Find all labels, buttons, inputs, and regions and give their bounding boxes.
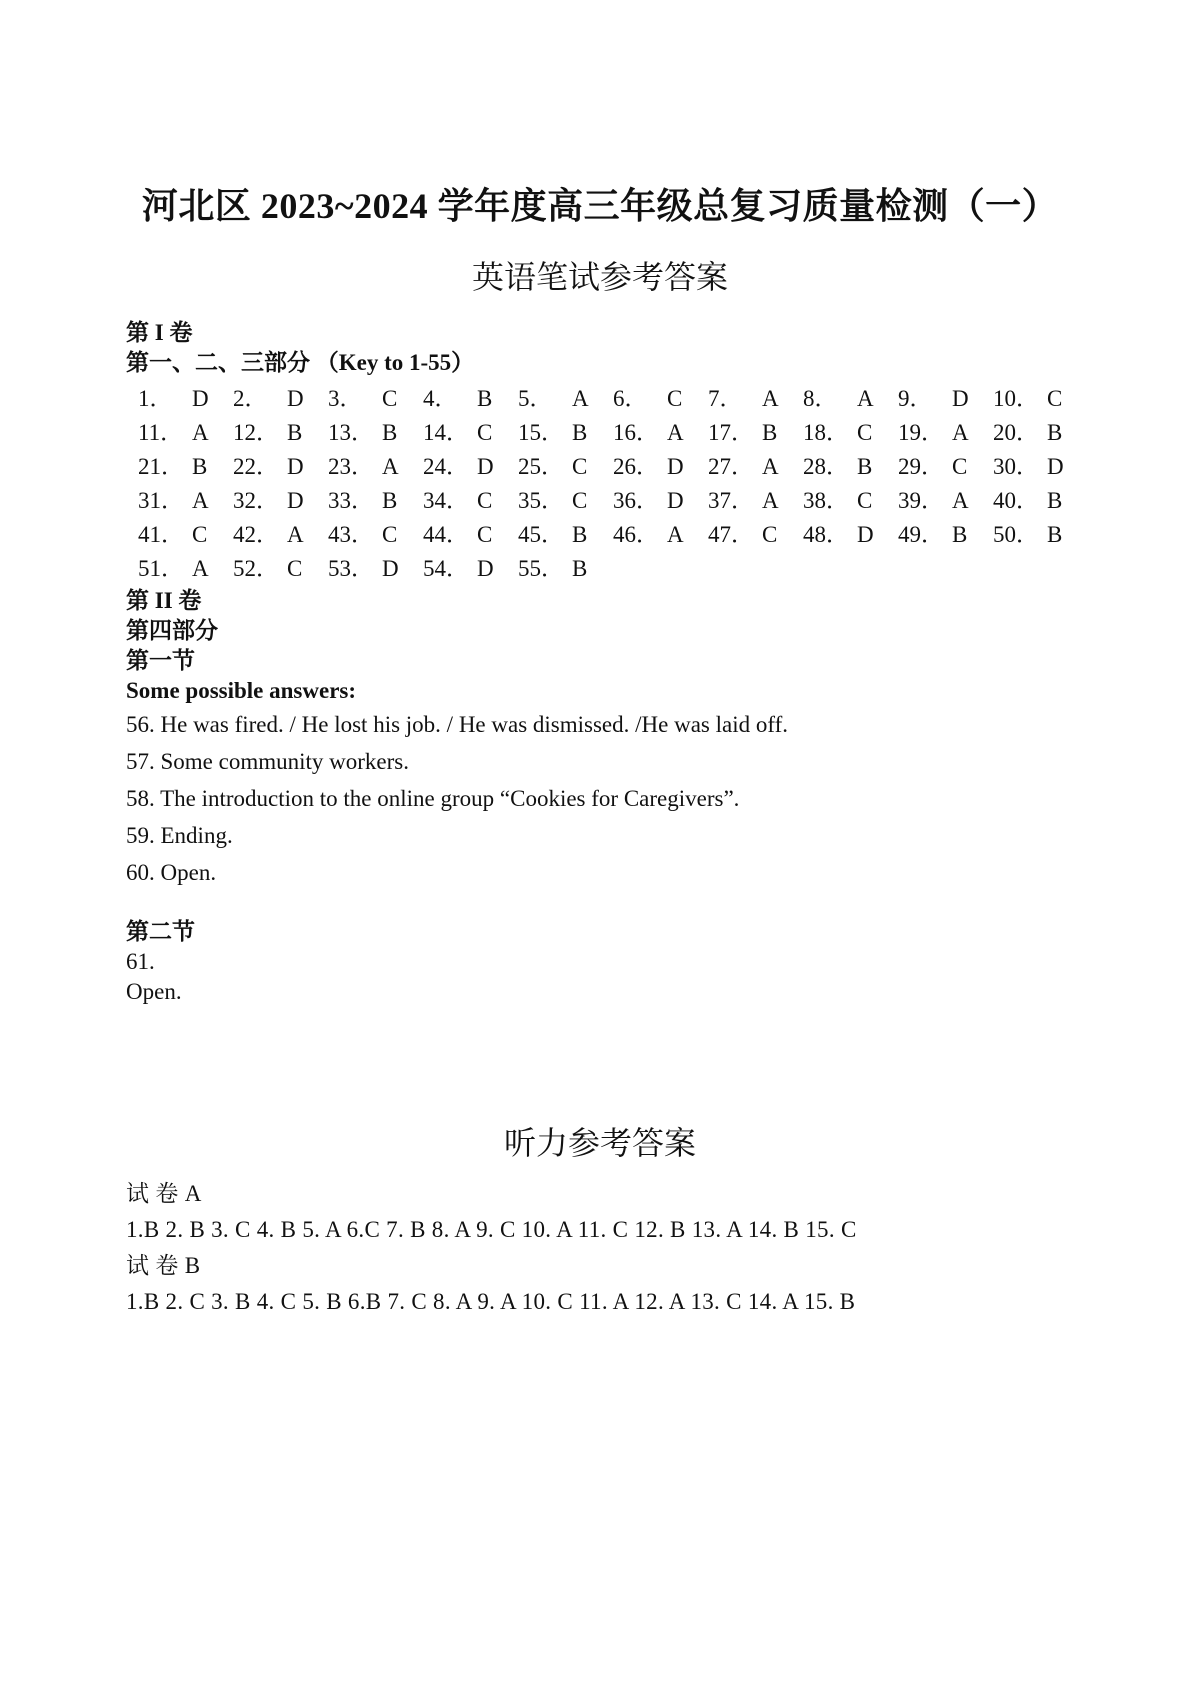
answer-letter: D [382, 556, 399, 581]
answer-key-item [506, 382, 601, 416]
answer-key-item [126, 518, 221, 552]
answer-key-item [791, 518, 886, 552]
answer-letter: B [477, 386, 493, 411]
answer-key-item [126, 450, 221, 484]
question-number: 32． [233, 488, 279, 513]
answer-letter: B [572, 420, 588, 445]
part123-heading: 第一、二、三部分 （Key to 1-55） [126, 350, 475, 375]
answer-key-item [316, 416, 411, 450]
answer-letter: B [1047, 420, 1063, 445]
answer-letter: D [667, 488, 684, 513]
question-number: 33． [328, 488, 374, 513]
question-number: 2． [233, 386, 268, 411]
answer-letter: C [287, 556, 303, 581]
question-number: 46． [613, 522, 659, 547]
question-number: 45． [518, 522, 564, 547]
answer-letter: B [192, 454, 208, 479]
question-number: 13． [328, 420, 374, 445]
answer-letter: B [1047, 522, 1063, 547]
volume2-heading: 第 II 卷 [126, 588, 202, 613]
question-number: 36． [613, 488, 659, 513]
q61-number: 61. [126, 949, 155, 974]
answer-letter: C [572, 454, 588, 479]
answer-key-item [981, 382, 1076, 416]
answer-letter: A [762, 386, 779, 411]
answer-letter: C [857, 488, 873, 513]
answer-key-item [126, 416, 221, 450]
answer-key-item [601, 484, 696, 518]
question-number: 19． [898, 420, 944, 445]
answer-key-item [411, 484, 506, 518]
answer-letter: C [952, 454, 968, 479]
answer-key-item [506, 416, 601, 450]
question-number: 52． [233, 556, 279, 581]
answer-key-item [886, 382, 981, 416]
answer-key-item [411, 450, 506, 484]
answer-letter: B [572, 522, 588, 547]
answer-letter: A [667, 522, 684, 547]
answer-letter: A [762, 488, 779, 513]
q61-answer: Open. [126, 979, 182, 1004]
answer-56: 56. He was fired. / He lost his job. / He was dismissed. /He was laid off. [126, 712, 789, 737]
answer-letter: A [382, 454, 399, 479]
answer-key-item [411, 518, 506, 552]
answer-key-item [316, 484, 411, 518]
question-number: 30． [993, 454, 1039, 479]
answer-letter: C [667, 386, 683, 411]
answer-key-item [221, 382, 316, 416]
question-number: 27． [708, 454, 754, 479]
question-number: 20． [993, 420, 1039, 445]
answer-key-item [696, 518, 791, 552]
answer-key-item [886, 484, 981, 518]
answer-key-item [791, 382, 886, 416]
question-number: 54． [423, 556, 469, 581]
question-number: 49． [898, 522, 944, 547]
answer-key-item [791, 416, 886, 450]
answer-letter: C [572, 488, 588, 513]
answer-key-item [696, 416, 791, 450]
answer-letter: C [477, 488, 493, 513]
question-number: 10． [993, 386, 1039, 411]
answer-key-item [316, 382, 411, 416]
listening-answers-section [126, 1176, 1076, 1320]
question-number: 14． [423, 420, 469, 445]
answer-letter: D [857, 522, 874, 547]
answer-letter: D [952, 386, 969, 411]
question-number: 37． [708, 488, 754, 513]
question-number: 50． [993, 522, 1039, 547]
answer-letter: D [287, 454, 304, 479]
answer-letter: A [952, 488, 969, 513]
question-number: 55． [518, 556, 564, 581]
answer-letter: B [382, 420, 398, 445]
question-number: 44． [423, 522, 469, 547]
answer-letter: C [192, 522, 208, 547]
paper-a-answers: 1.B 2. B 3. C 4. B 5. A 6.C 7. B 8. A 9. C 10. A 11. C 12. B 13. A 14. B 15. C [126, 1217, 857, 1242]
answer-letter: C [477, 522, 493, 547]
answer-letter: B [382, 488, 398, 513]
question-number: 1． [138, 386, 173, 411]
answer-60: 60. Open. [126, 860, 217, 885]
question-number: 51． [138, 556, 184, 581]
answer-key-item [221, 450, 316, 484]
answer-key-item [221, 416, 316, 450]
question-number: 3． [328, 386, 363, 411]
answer-letter: B [572, 556, 588, 581]
question-number: 18． [803, 420, 849, 445]
question-number: 38． [803, 488, 849, 513]
question-number: 42． [233, 522, 279, 547]
question-number: 34． [423, 488, 469, 513]
question-number: 35． [518, 488, 564, 513]
answer-key-item [316, 450, 411, 484]
possible-answers-heading: Some possible answers: [126, 678, 357, 703]
answer-key-item [506, 518, 601, 552]
written-answers-section [126, 318, 1076, 1007]
answer-key-item [981, 484, 1076, 518]
answer-key-item [791, 484, 886, 518]
question-number: 24． [423, 454, 469, 479]
answer-key-item [696, 484, 791, 518]
answer-letter: C [1047, 386, 1063, 411]
question-number: 17． [708, 420, 754, 445]
answer-key-item [506, 450, 601, 484]
answer-key-item [981, 416, 1076, 450]
part4-heading: 第四部分 [126, 618, 218, 643]
question-number: 16． [613, 420, 659, 445]
section1-heading: 第一节 [126, 648, 195, 673]
answer-key-item [886, 518, 981, 552]
answer-letter: B [952, 522, 968, 547]
document-title: 河北区 2023~2024 学年度高三年级总复习质量检测（一） [141, 186, 1059, 226]
answer-letter: B [857, 454, 873, 479]
answer-key-item [126, 484, 221, 518]
question-number: 23． [328, 454, 374, 479]
answer-59: 59. Ending. [126, 823, 233, 848]
answer-key-item [791, 450, 886, 484]
question-number: 53． [328, 556, 374, 581]
answer-key-item [981, 518, 1076, 552]
answer-letter: A [287, 522, 304, 547]
question-number: 31． [138, 488, 184, 513]
answer-letter: A [192, 488, 209, 513]
answer-letter: B [1047, 488, 1063, 513]
answer-key-item [601, 382, 696, 416]
answer-letter: A [857, 386, 874, 411]
answer-letter: D [667, 454, 684, 479]
answer-key-item [316, 552, 411, 586]
question-number: 11． [138, 420, 184, 445]
question-number: 22． [233, 454, 279, 479]
answer-key-item [411, 416, 506, 450]
answer-letter: D [477, 454, 494, 479]
answer-letter: D [477, 556, 494, 581]
question-number: 8． [803, 386, 838, 411]
question-number: 26． [613, 454, 659, 479]
volume1-heading: 第 I 卷 [126, 320, 193, 345]
section2-heading: 第二节 [126, 919, 195, 944]
answer-letter: D [1047, 454, 1064, 479]
answer-letter: B [287, 420, 303, 445]
paper-a-label: 试 卷 A [126, 1181, 202, 1206]
answer-key-item [601, 416, 696, 450]
answer-58: 58. The introduction to the online group “Cookies for Caregivers”. [126, 786, 740, 811]
answer-letter: B [762, 420, 778, 445]
answer-key-item [316, 518, 411, 552]
answer-letter: A [667, 420, 684, 445]
answer-letter: C [762, 522, 778, 547]
paper-b-label: 试 卷 B [126, 1253, 201, 1278]
answer-letter: C [382, 386, 398, 411]
answer-key-item [886, 416, 981, 450]
answer-letter: D [287, 488, 304, 513]
answer-letter: D [192, 386, 209, 411]
question-number: 6． [613, 386, 648, 411]
answer-letter: C [382, 522, 398, 547]
question-number: 48． [803, 522, 849, 547]
question-number: 41． [138, 522, 184, 547]
answer-key-item [601, 518, 696, 552]
listening-answers-subtitle: 听力参考答案 [503, 1125, 696, 1161]
answer-key-grid [126, 382, 1076, 586]
answer-key-item [221, 552, 316, 586]
answer-key-item [696, 382, 791, 416]
answer-letter: C [857, 420, 873, 445]
answer-letter: D [287, 386, 304, 411]
answer-key-item [221, 484, 316, 518]
answer-key-item [981, 450, 1076, 484]
answer-letter: A [192, 420, 209, 445]
question-number: 40． [993, 488, 1039, 513]
answer-key-item [411, 382, 506, 416]
answer-key-item [506, 484, 601, 518]
question-number: 15． [518, 420, 564, 445]
question-number: 39． [898, 488, 944, 513]
answer-key-item [411, 552, 506, 586]
answer-letter: C [477, 420, 493, 445]
answer-57: 57. Some community workers. [126, 749, 409, 774]
question-number: 25． [518, 454, 564, 479]
answer-letter: A [572, 386, 589, 411]
answer-letter: A [952, 420, 969, 445]
written-answers-subtitle: 英语笔试参考答案 [471, 259, 728, 295]
answer-key-item [221, 518, 316, 552]
question-number: 7． [708, 386, 743, 411]
answer-letter: A [762, 454, 779, 479]
answer-key-item [126, 552, 221, 586]
question-number: 21． [138, 454, 184, 479]
answer-letter: A [192, 556, 209, 581]
question-number: 12． [233, 420, 279, 445]
answer-key-item [506, 552, 601, 586]
answer-key-item [126, 382, 221, 416]
question-number: 29． [898, 454, 944, 479]
question-number: 47． [708, 522, 754, 547]
paper-b-answers: 1.B 2. C 3. B 4. C 5. B 6.B 7. C 8. A 9. A 10. C 11. A 12. A 13. C 14. A 15. B [126, 1289, 856, 1314]
question-number: 4． [423, 386, 458, 411]
question-number: 9． [898, 386, 933, 411]
answer-key-item [601, 450, 696, 484]
answer-key-item [886, 450, 981, 484]
question-number: 43． [328, 522, 374, 547]
answer-key-item [696, 450, 791, 484]
question-number: 28． [803, 454, 849, 479]
question-number: 5． [518, 386, 553, 411]
